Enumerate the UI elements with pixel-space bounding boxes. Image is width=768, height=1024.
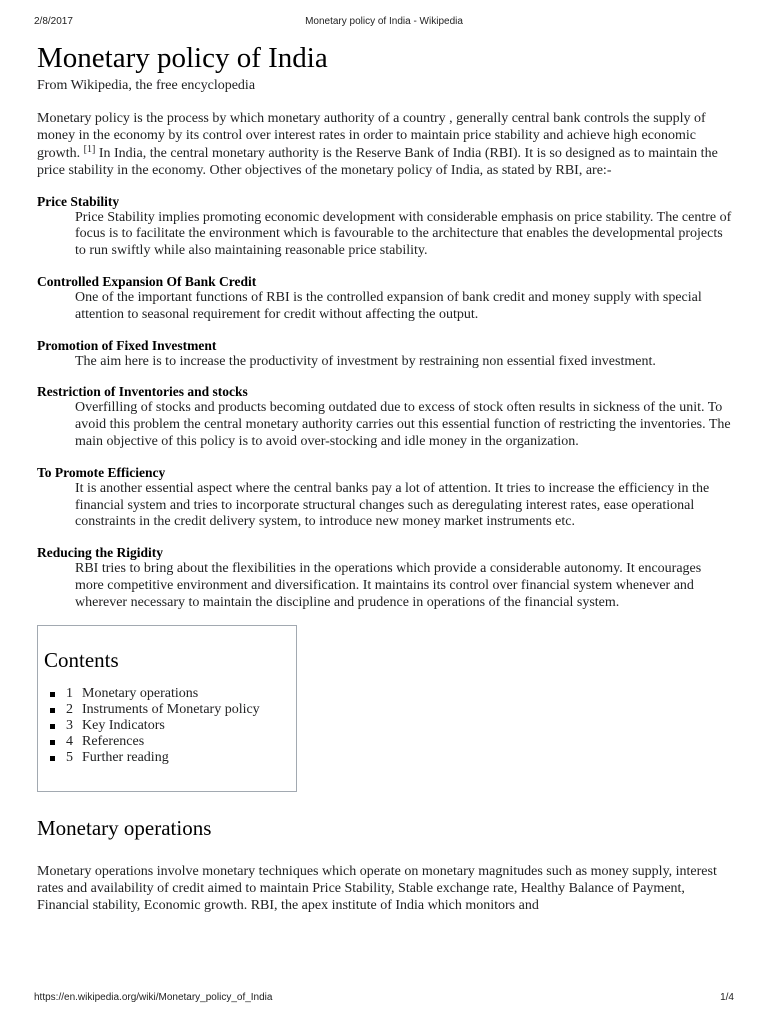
toc-label[interactable]: Key Indicators [82, 717, 165, 733]
site-tagline: From Wikipedia, the free encyclopedia [37, 78, 256, 93]
page-title: Monetary policy of India [37, 42, 328, 74]
toc-item[interactable] [66, 734, 290, 750]
section-heading: Monetary operations [37, 815, 212, 840]
intro-paragraph [37, 110, 733, 180]
toc-title: Contents [44, 647, 119, 672]
table-of-contents [37, 625, 297, 792]
toc-label[interactable]: References [82, 734, 145, 750]
toc-number: 2 [66, 701, 73, 717]
objective-term: Controlled Expansion Of Bank Credit [37, 274, 257, 290]
bullet-icon [50, 692, 55, 697]
print-doc-title: Monetary policy of India - Wikipedia [305, 16, 463, 27]
toc-label[interactable]: Instruments of Monetary policy [82, 701, 260, 717]
objective-term: Promotion of Fixed Investment [37, 337, 217, 353]
toc-number: 5 [66, 750, 73, 766]
bullet-icon [50, 708, 55, 713]
toc-number: 1 [66, 685, 73, 701]
objective-description: RBI tries to bring about the flexibilities in the operations which provide a considerable autonomy. It encourages more competitive environment and diversification. It maintains its control over financial system whenever and wherever necessary to maintain the discipline and prudence in operations of the financial system. [75, 561, 702, 610]
print-footer [34, 992, 734, 1006]
page-number: 1/4 [720, 992, 734, 1003]
objective-description: Overfilling of stocks and products becoming outdated due to excess of stock often results in sickness of the unit. To avoid this problem the central monetary authority carries out this essential function of restricting the inventories. The main objective of this policy is to avoid over-stocking and idle money in the organization. [75, 400, 731, 449]
objective-term: Restriction of Inventories and stocks [37, 384, 248, 400]
toc-number: 3 [66, 717, 73, 733]
objective-term: To Promote Efficiency [37, 464, 166, 480]
intro-text-part1: Monetary policy is the process by which monetary authority of a country , generally central bank controls the supply of money in the economy by its control over interest rates in order to maintain price stability and achieve high economic growth. [37, 111, 706, 161]
toc-item[interactable] [66, 702, 290, 718]
toc-label[interactable]: Monetary operations [82, 685, 199, 701]
print-date: 2/8/2017 [34, 16, 73, 27]
print-header [34, 16, 734, 30]
toc-label[interactable]: Further reading [82, 750, 169, 766]
print-url: https://en.wikipedia.org/wiki/Monetary_policy_of_India [34, 992, 273, 1003]
section-paragraph: Monetary operations involve monetary techniques which operate on monetary magnitudes such as money supply, interest rates and availability of credit aimed to maintain Price Stability, Stable exchange rate, Healthy Balance of Payment, Financial stability, Economic growth. RBI, the apex institute of India which monitors and [37, 863, 717, 914]
toc-list [44, 686, 290, 767]
toc-item[interactable] [66, 718, 290, 734]
objective-term: Reducing the Rigidity [37, 545, 164, 561]
objective-description: One of the important functions of RBI is the controlled expansion of bank credit and money supply with special attention to seasonal requirement for credit without affecting the output. [75, 290, 702, 322]
objectives-list [37, 194, 733, 612]
objective-description: It is another essential aspect where the central banks pay a lot of attention. It tries to increase the efficiency in the financial system and tries to incorporate structural changes such as deregulating interest rates, ease operational constraints in the credit delivery system, to introduce new money market instruments etc. [75, 480, 710, 530]
bullet-icon [50, 756, 55, 761]
article-content [37, 40, 733, 915]
toc-number: 4 [66, 734, 73, 750]
objective-term: Price Stability [37, 193, 120, 209]
objective-description: The aim here is to increase the productivity of investment by restraining non essential fixed investment. [75, 353, 656, 369]
reference-link[interactable]: [1] [83, 143, 96, 155]
toc-item[interactable] [66, 750, 290, 766]
bullet-icon [50, 740, 55, 745]
objective-description: Price Stability implies promoting economic development with considerable emphasis on price stability. The centre of focus is to facilitate the environment which is favourable to the architecture that enables the developmental projects to run swiftly while also maintaining reasonable price stability. [75, 209, 732, 259]
intro-text-part2: In India, the central monetary authority is the Reserve Bank of India (RBI). It is so designed as to maintain the price stability in the economy. Other objectives of the monetary policy of India, as stated by RBI, are:- [37, 145, 718, 179]
toc-item[interactable] [66, 686, 290, 702]
bullet-icon [50, 724, 55, 729]
